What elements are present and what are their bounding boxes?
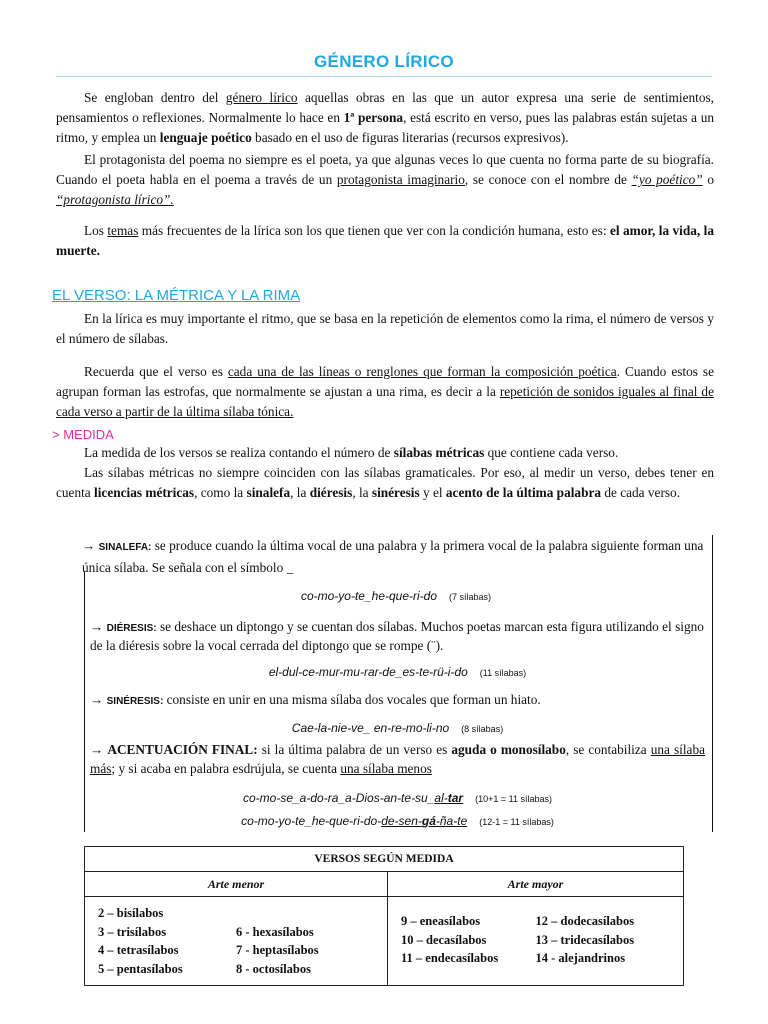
section-heading-verso: EL VERSO: LA MÉTRICA Y LA RIMA (52, 287, 301, 304)
intro-paragraph-3: Los temas más frecuentes de la lírica son los que tienen que ver con la condición humana, esto es: el amor, la vida, la muerte. (56, 223, 714, 258)
table-header-arte-menor: Arte menor (85, 872, 388, 897)
title-divider (56, 76, 712, 77)
arte-menor-cell (85, 897, 388, 986)
sinalefa-label: SINALEFA: (98, 542, 152, 553)
verso-paragraph-1: En la lírica es muy importante el ritmo, que se basa en la repetición de elementos como la rima, el número de versos y el número de sílabas. (56, 311, 714, 346)
arte-mayor-cell (388, 897, 684, 986)
list-item: 12 – dodecasílabos (535, 914, 635, 928)
sineresis-block: → SINÉRESIS: consiste en unir en una misma sílaba dos vocales que forman un hiato. Cae-la-nie-ve_ en-re-mo-li-no (8 sílabas) (90, 690, 705, 737)
subheading-medida: > MEDIDA (52, 427, 114, 442)
box-right-border (712, 535, 713, 832)
verso-paragraph-2: Recuerda que el verso es cada una de las líneas o renglones que forman la composición poética. Cuando estos se agrupan forman las estrofas, que normalmente se ajustan a una rima, es decir a la repetición de sonidos iguales al final de cada verso a partir de la última sílaba tónica. (56, 364, 714, 419)
dieresis-block: → DIÉRESIS: se deshace un diptongo y se cuentan dos sílabas. Muchos poetas marcan esta figura utilizando el signo de la diéresis sobre la vocal cerrada del diptongo que se rompe (¨). el-dul-ce-mur-mu-rar-de_es-te-rü-i-do (11 sílabas) (90, 619, 704, 679)
sineresis-example: Cae-la-nie-ve_ en-re-mo-li-no (8 sílabas) (291, 721, 504, 735)
table-header-arte-mayor: Arte mayor (388, 872, 684, 897)
list-item: 6 - hexasílabos (236, 924, 314, 939)
medida-section (56, 443, 714, 503)
list-item: 7 - heptasílabos (236, 943, 319, 957)
list-item: 9 – eneasílabos (401, 914, 481, 928)
dieresis-label: DIÉRESIS: (106, 623, 157, 634)
intro-paragraph-2: El protagonista del poema no siempre es el poeta, ya que algunas veces lo que cuenta no forma parte de su biografía. Cuando el poeta habla en el poema a través de un protagonista imaginario, se conoce con el nombre de “yo poético” o “protagonista lírico”. (56, 152, 714, 207)
list-item: 14 - alejandrinos (535, 951, 626, 965)
acentuacion-example-2: co-mo-yo-te_he-que-ri-do-de-sen-gá-ña-te (12-1 = 11 sílabas) (241, 814, 554, 828)
acentuacion-label: ACENTUACIÓN FINAL: (107, 742, 258, 757)
dieresis-example: el-dul-ce-mur-mu-rar-de_es-te-rü-i-do (11 sílabas) (268, 665, 527, 679)
acentuacion-example-1: co-mo-se_a-do-ra_a-Dios-an-te-su_al-tar (10+1 = 11 sílabas) (243, 791, 552, 805)
sineresis-label: SINÉRESIS: (106, 696, 164, 707)
list-item (236, 904, 374, 923)
acentuacion-block: → ACENTUACIÓN FINAL: si la última palabra de un verso es aguda o monosílabo, se contabiliza una sílaba más; y si acaba en palabra esdrújula, se cuenta una sílaba menos co-mo-se_a-do-ra_a-Dios-an-te-su_al-tar (10+1 = 11 sílabas) co-mo-yo-te_he-que-ri-do-de-sen-gá-ña-te (12-1 = 11 sílabas) (90, 740, 705, 833)
versos-table (84, 846, 684, 986)
list-item: 4 – tetrasílabos (98, 943, 179, 957)
sinalefa-example: co-mo-yo-te_he-que-ri-do (7 sílabas) (300, 589, 492, 603)
medida-paragraph-1: La medida de los versos se realiza contando el número de sílabas métricas que contiene cada verso. (84, 445, 619, 460)
sinalefa-block: → SINALEFA: se produce cuando la última vocal de una palabra y la primera vocal de la palabra siguiente forman una única sílaba. Se señala con el símbolo _ co-mo-yo-te_he-que-ri-do (7 sílabas) (82, 536, 710, 605)
list-item: 2 – bisílabos (98, 906, 164, 920)
intro-paragraph-1: Se engloban dentro del género lírico aquellas obras en las que un autor expresa una serie de sentimientos, pensamientos o reflexiones. Normalmente lo hace en 1ª persona, está escrito en verso, pues las palabras están sujetas a un ritmo, y emplea un lenguaje poético basado en el uso de figuras literarias (recursos expresivos). (56, 90, 715, 145)
medida-paragraph-2: Las sílabas métricas no siempre coinciden con las sílabas gramaticales. Por eso, al medir un verso, debes tener en cuenta licencias métricas, como la sinalefa, la diéresis, la sinéresis y el acento de la última palabra de cada verso. (56, 465, 714, 500)
list-item: 11 – endecasílabos (401, 951, 499, 965)
list-item: 10 – decasílabos (401, 932, 487, 947)
list-item: 5 – pentasílabos (98, 961, 183, 976)
list-item: 8 - octosílabos (236, 961, 311, 976)
list-item: 13 – tridecasílabos (535, 932, 635, 947)
table-title: VERSOS SEGÚN MEDIDA (85, 847, 684, 872)
box-left-border (84, 572, 85, 832)
list-item: 3 – trisílabos (98, 924, 167, 939)
page-title: GÉNERO LÍRICO (314, 52, 454, 71)
verso-section (56, 309, 714, 422)
intro-section (56, 88, 714, 261)
